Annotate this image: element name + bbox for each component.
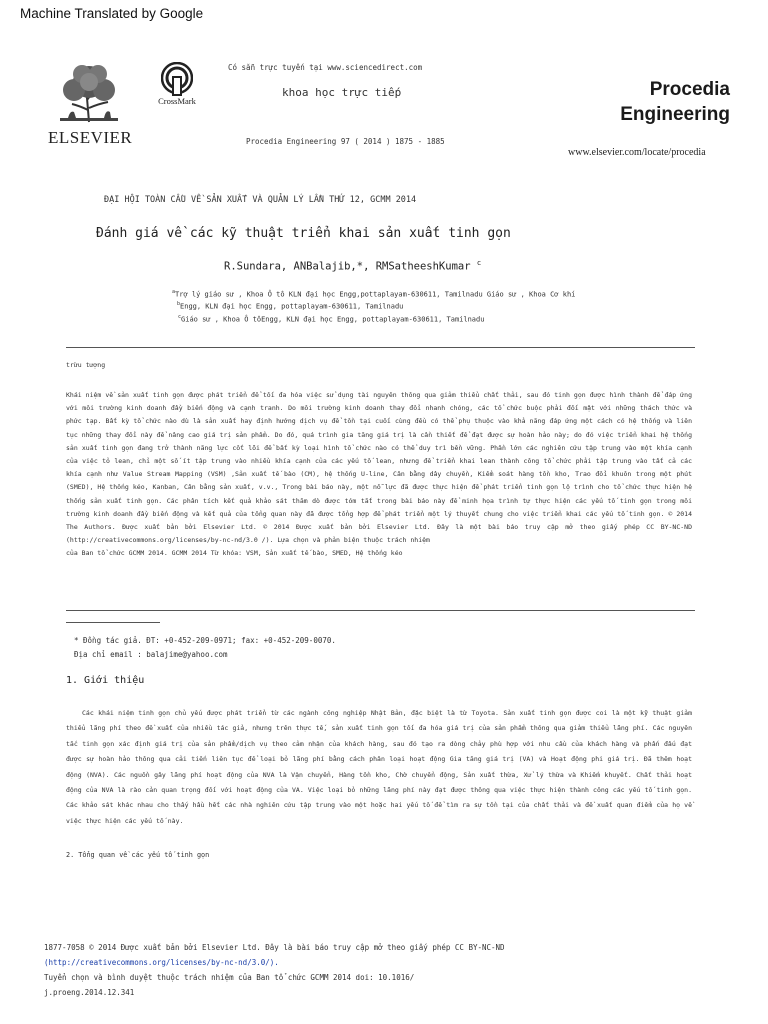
journal-title-line-1: Procedia [649, 79, 730, 100]
abstract-top-rule [66, 347, 695, 348]
journal-title [600, 77, 730, 127]
affiliation-text: Giáo sư , Khoa Ô tôEngg, KLN đại học Engg, pottaplayam-630611, Tamilnadu [181, 315, 485, 324]
paper-title: Đánh giá về các kỹ thuật triển khai sản xuất tinh gọn [96, 226, 511, 241]
authors [224, 259, 481, 273]
affiliation-sup: b [177, 301, 181, 307]
section-2-heading: 2. Tổng quan về các yếu tố tinh gọn [66, 851, 210, 859]
footnote-rule [66, 622, 160, 623]
elsevier-tree-icon [54, 60, 124, 126]
affiliation-c [178, 314, 484, 323]
publisher-name: ELSEVIER [48, 128, 133, 147]
abstract-label: trừu tượng [66, 361, 106, 369]
available-online: Có sẵn trực tuyến tại www.sciencedirect.com [228, 63, 423, 72]
journal-url[interactable]: www.elsevier.com/locate/procedia [568, 147, 706, 158]
translation-banner-label: Machine Translated by Google [20, 6, 204, 21]
crossmark-icon [161, 62, 193, 96]
journal-line: khoa học trực tiếp [282, 86, 402, 99]
footnote-email: Địa chỉ email : balajime@yahoo.com [74, 650, 228, 659]
footer-license: 1877-7058 © 2014 Được xuất bản bởi Elsevier Ltd. Đây là bài báo truy cập mở theo giấy phép CC BY-NC-ND [44, 943, 505, 952]
citation: Procedia Engineering 97 ( 2014 ) 1875 - 1885 [246, 137, 445, 146]
crossmark-badge[interactable] [155, 62, 199, 110]
footer-license-link[interactable]: (http://creativecommons.org/licenses/by-nc-nd/3.0/). [44, 958, 279, 967]
abstract-bottom-rule [66, 610, 695, 611]
section-1-heading: 1. Giới thiệu [66, 675, 145, 686]
conference-name: ĐẠI HỘI TOÀN CẦU VỀ SẢN XUẤT VÀ QUẢN LÝ LẦN THỨ 12, GCMM 2014 [104, 195, 417, 205]
journal-title-line-2: Engineering [620, 104, 730, 125]
author-names: R.Sundara, ANBalajib,*, RMSatheeshKumar [224, 260, 471, 273]
author-sup: c [476, 259, 482, 267]
affiliation-text: Engg, KLN đại học Engg, pottaplayam-630611, Tamilnadu [180, 302, 404, 311]
affiliation-sup: a [172, 289, 176, 295]
footnote-corresponding-author: * Đồng tác giả. ĐT: +0-452-209-0971; fax: +0-452-209-0070. [74, 636, 336, 645]
elsevier-logo [48, 60, 133, 148]
affiliation-text: Trợ lý giáo sư , Khoa Ô tô KLN đại học Engg,pottaplayam-630611, Tamilnadu Giáo sư , Khoa Cơ khí [175, 290, 576, 299]
footer-selection: Tuyển chọn và bình duyệt thuộc trách nhiệm của Ban tổ chức GCMM 2014 doi: 10.1016/ [44, 973, 415, 982]
footer-doi: j.proeng.2014.12.341 [44, 988, 135, 997]
keywords: của Ban tổ chức GCMM 2014. GCMM 2014 Từ khóa: VSM, Sản xuất tế bào, SMED, Hệ thống kéo [66, 549, 403, 557]
affiliation-b [177, 301, 403, 310]
abstract-body: Khái niệm về sản xuất tinh gọn được phát triển để tối đa hóa việc sử dụng tài nguyên thông qua giảm thiểu chất thải, sau đó tinh gọn được hình thành để đáp ứng với môi trường kinh doanh đầy biến động và cạnh tranh. Do môi trường kinh doanh thay đổi nhanh chóng, các tổ chức buộc phải đối mặt với những thách thức và phức tạp. Bất kỳ tổ chức nào dù là sản xuất hay định hướng dịch vụ để tồn tại cuối cùng đều có thể phụ thuộc vào khả năng đáp ứng một cách có hệ thống và liên tục những thay đổi này để nâng cao giá trị sản phẩm. Do đó, quá trình gia tăng giá trị là cần thiết để đạt được sự hoàn hảo này; do đó việc triển khai hệ thống sản xuất tinh gọn đang trở thành năng lực cốt lõi để bất kỳ loại hình tổ chức nào có thể duy trì bền vững. Phần lớn các nghiên cứu tập trung vào một khía cạnh của việc tỏ lean, chỉ một số ít tập trung vào nhiều khía cạnh của các yếu tố lean, nhưng để triển khai lean thành công tổ chức phải tập trung vào tất cả các khía cạnh như Value Stream Mapping (VSM) ,Sản xuất tế bào (CM), hệ thống U-line, Cân bằng dây chuyền, Kiểm soát hàng tồn kho, Trao đổi khuôn trong một phút (SMED), Hệ thống kéo, Kanban, Cân bằng sản xuất, v.v., Trong bài báo này, một nỗ lực đã được thực hiện để phát triển tinh gọn lộ trình cho tổ chức thực hiện hệ thống sản xuất tinh gọn. Các phân tích kết quả khảo sát thăm dò được tóm tắt trong bài báo này để minh họa trình tự thực hiện các yếu tố tinh gọn trong môi trường kinh doanh đầy biến động và kết quả của tổng quan này đã được tổng hợp để phát triển một lý thuyết chung cho việc triển khai các yếu tố tinh gọn. © 2014 The Authors. Được xuất bản bởi Elsevier Ltd. © 2014 Được xuất bản bởi Elsevier Ltd. Đây là một bài báo truy cập mở theo giấy phép CC BY-NC-ND (http://creativecommons.org/licenses/by-nc-nd/3.0 /). Lựa chọn và phản biện thuộc trách nhiệm [66, 391, 692, 545]
affiliation-a [172, 289, 575, 298]
section-1-body: Các khái niệm tinh gọn chủ yếu được phát triển từ các ngành công nghiệp Nhật Bản, đặc biệt là từ Toyota. Sản xuất tinh gọn được coi là một kỹ thuật giảm thiểu lãng phí theo đề xuất của nhiều tác giả, nhưng trên thực tế, sản xuất tinh gọn tối đa hóa giá trị của sản phẩm thông qua giảm thiểu lãng phí. Các nguyên tắc tinh gọn xác định giá trị của sản phẩm/dịch vụ theo cảm nhận của khách hàng, sau đó tạo ra dòng chảy phù hợp với nhu cầu của khách hàng và phấn đấu đạt được sự hoàn hảo thông qua cải tiến liên tục để loại bỏ lãng phí bằng cách phân loại hoạt động Gia tăng giá trị (VA) và Hoạt động phi giá trị. Đã thêm hoạt động (NVA). Các nguồn gây lãng phí hoạt động của NVA là Vận chuyển, Hàng tồn kho, Chờ chuyển động, Sản xuất thừa, Xử lý thừa và Khiếm khuyết. Chất thải hoạt động của NVA là rào cản quan trọng đối với hoạt động của VA. Việc loại bỏ những lãng phí này đạt được thông qua việc thực hiện thành công các yếu tố tinh gọn. Các khảo sát khác nhau cho thấy hầu hết các nhà nghiên cứu tập trung vào một hoặc hai yếu tố để tìm ra sự tồn tại của chất thải và đề xuất quan điểm của họ về việc thực hiện các yếu tố này. [66, 709, 692, 825]
translation-banner [0, 0, 768, 30]
affiliation-sup: c [178, 314, 182, 320]
crossmark-label: CrossMark [158, 96, 196, 106]
